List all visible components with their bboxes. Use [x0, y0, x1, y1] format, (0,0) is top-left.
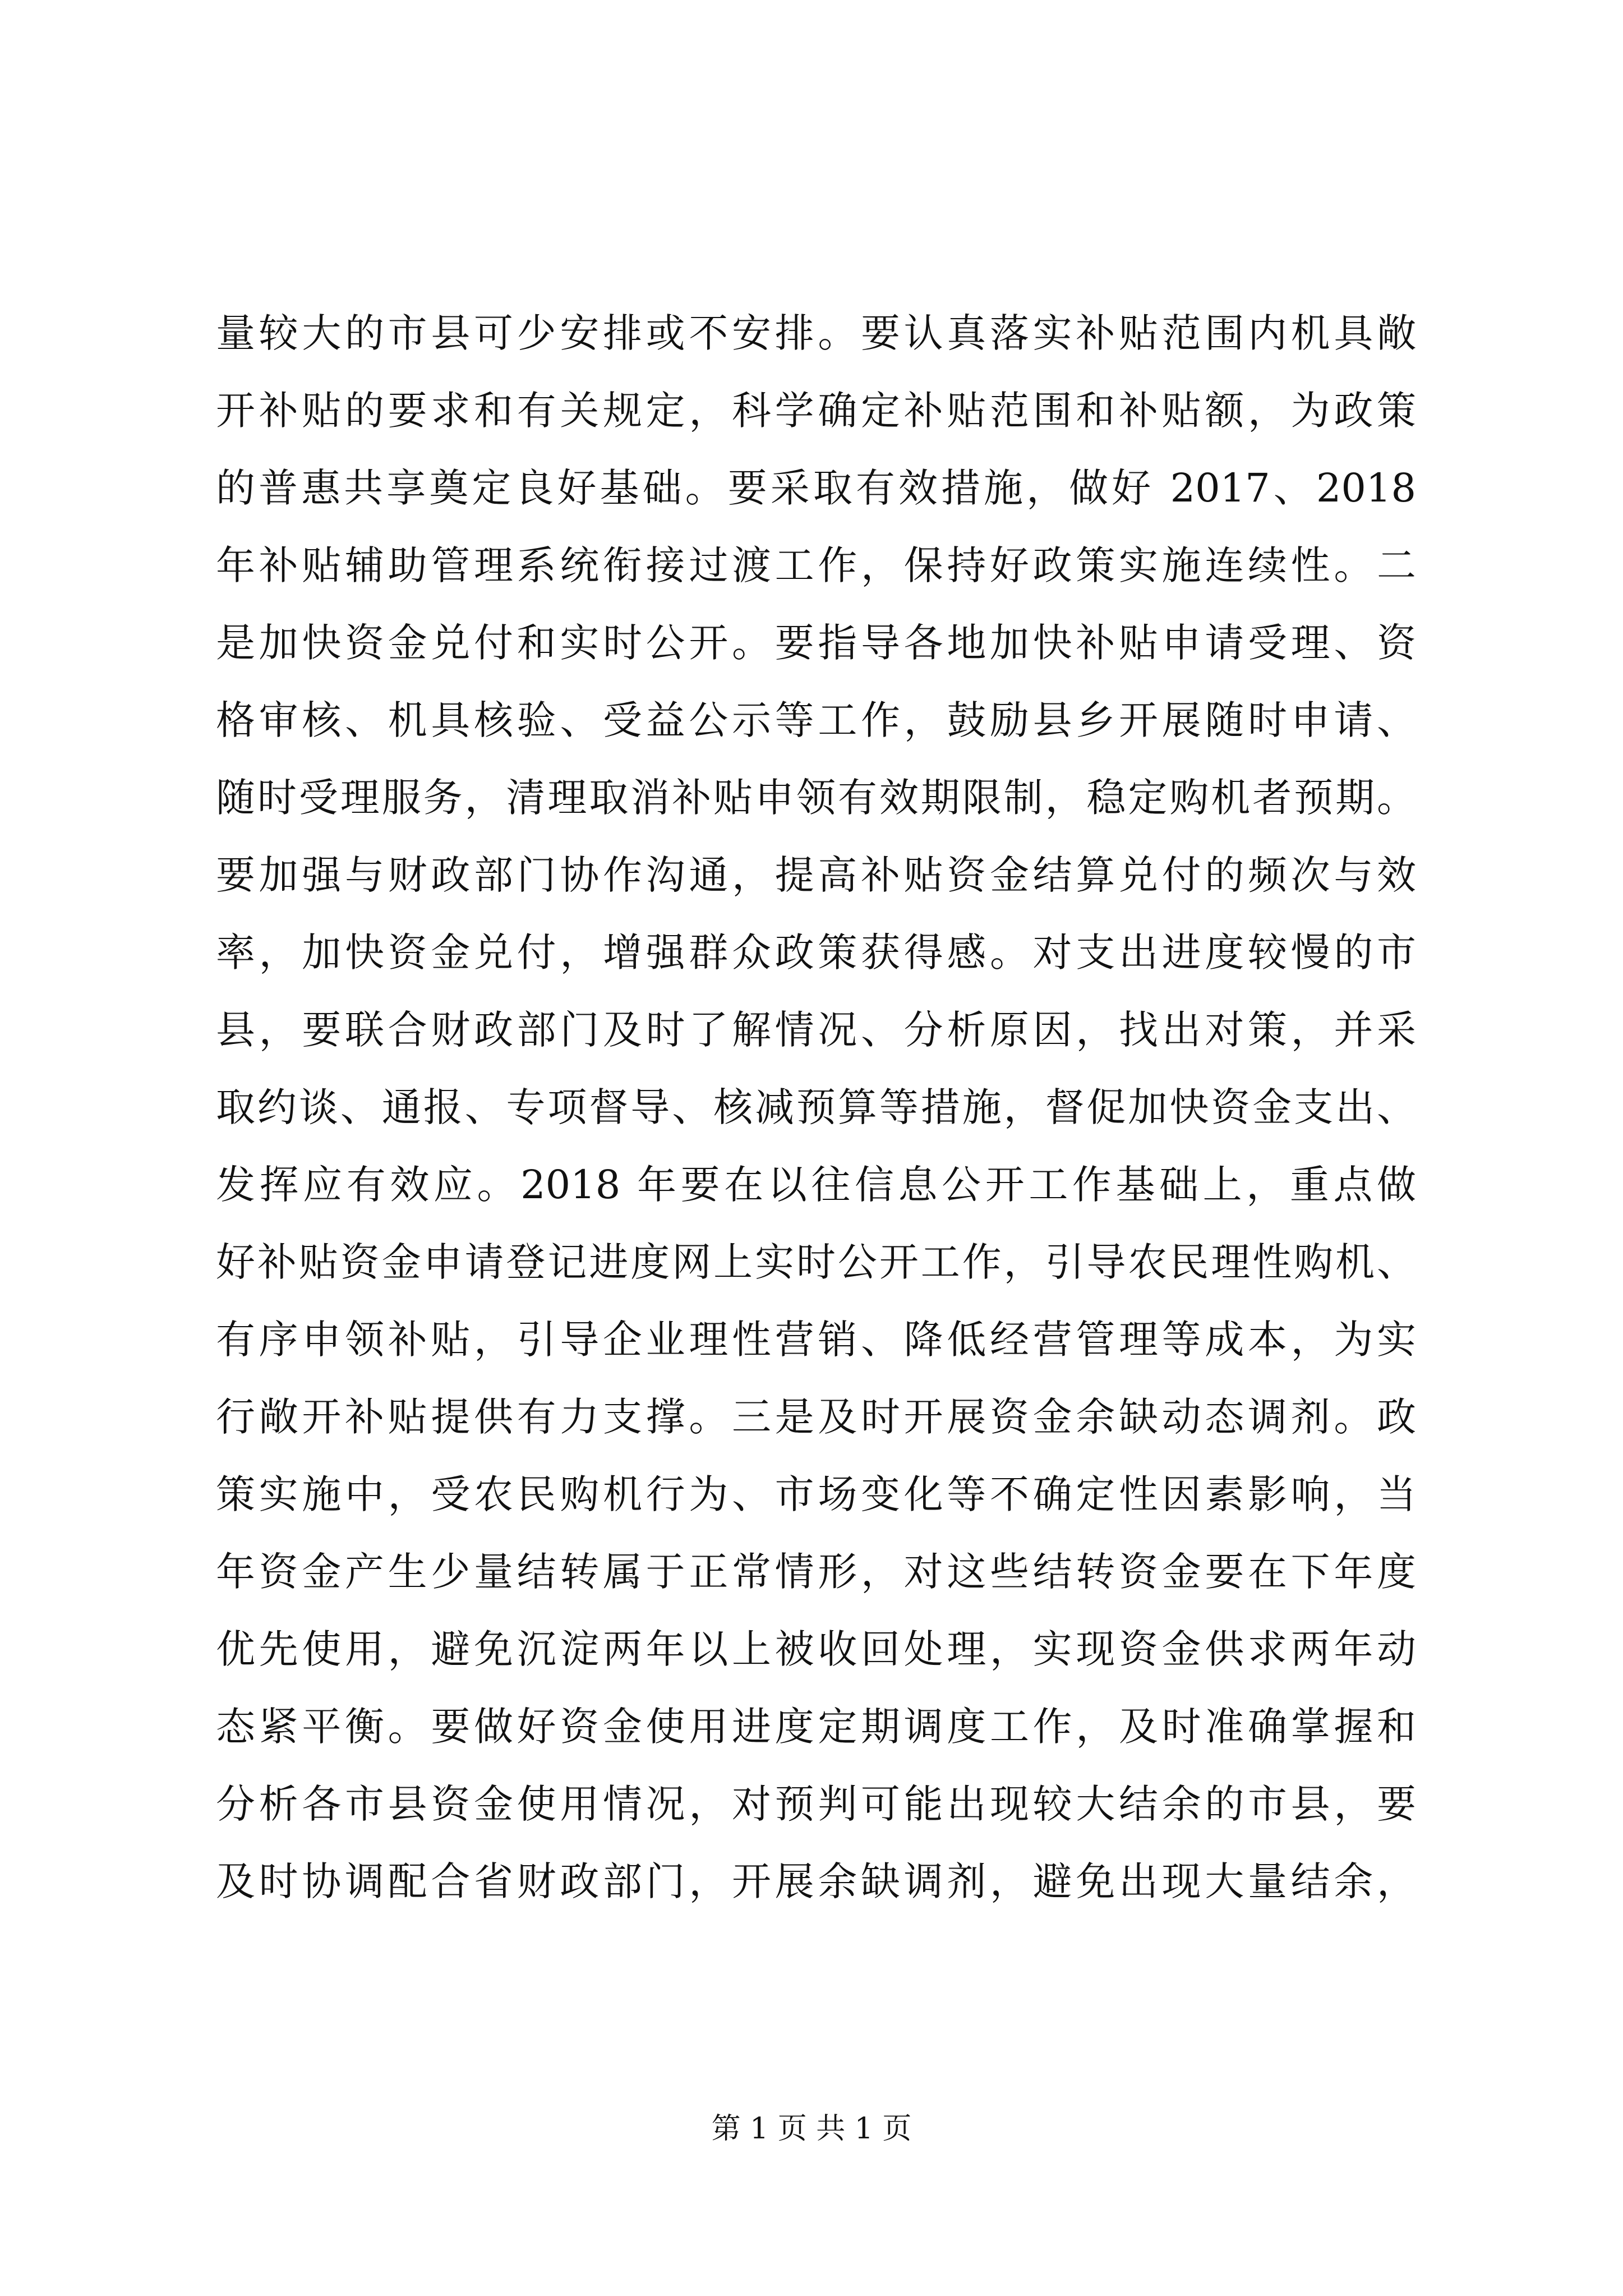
text-line: 要加强与财政部门协作沟通，提高补贴资金结算兑付的频次与效	[216, 852, 1416, 898]
text-line: 县，要联合财政部门及时了解情况、分析原因，找出对策，并采	[216, 1007, 1416, 1053]
text-line: 及时协调配合省财政部门，开展余缺调剂，避免出现大量结余，	[216, 1858, 1416, 1904]
text-line: 量较大的市县可少安排或不安排。要认真落实补贴范围内机具敞	[216, 310, 1416, 356]
text-line: 格审核、机具核验、受益公示等工作，鼓励县乡开展随时申请、	[216, 697, 1416, 743]
text-line: 率，加快资金兑付，增强群众政策获得感。对支出进度较慢的市	[216, 930, 1416, 976]
text-line: 策实施中，受农民购机行为、市场变化等不确定性因素影响，当	[216, 1471, 1416, 1517]
text-line: 分析各市县资金使用情况，对预判可能出现较大结余的市县，要	[216, 1781, 1416, 1827]
text-line: 有序申领补贴，引导企业理性营销、降低经营管理等成本，为实	[216, 1317, 1416, 1363]
body-text	[216, 295, 1416, 1920]
page-footer: 第 1 页 共 1 页	[711, 2112, 912, 2146]
text-line: 随时受理服务，清理取消补贴申领有效期限制，稳定购机者预期。	[216, 775, 1416, 821]
text-line: 年补贴辅助管理系统衔接过渡工作，保持好政策实施连续性。二	[216, 542, 1416, 588]
text-line: 取约谈、通报、专项督导、核减预算等措施，督促加快资金支出、	[216, 1084, 1416, 1130]
text-line: 行敞开补贴提供有力支撑。三是及时开展资金余缺动态调剂。政	[216, 1394, 1416, 1440]
text-line: 开补贴的要求和有关规定，科学确定补贴范围和补贴额，为政策	[216, 388, 1416, 434]
text-line: 发挥应有效应。2018 年要在以往信息公开工作基础上，重点做	[216, 1162, 1416, 1208]
text-line: 优先使用，避免沉淀两年以上被收回处理，实现资金供求两年动	[216, 1626, 1416, 1672]
text-line: 是加快资金兑付和实时公开。要指导各地加快补贴申请受理、资	[216, 620, 1416, 666]
text-line: 态紧平衡。要做好资金使用进度定期调度工作，及时准确掌握和	[216, 1704, 1416, 1750]
text-line: 年资金产生少量结转属于正常情形，对这些结转资金要在下年度	[216, 1549, 1416, 1595]
text-line: 的普惠共享奠定良好基础。要采取有效措施，做好 2017、2018	[216, 465, 1416, 511]
text-line: 好补贴资金申请登记进度网上实时公开工作，引导农民理性购机、	[216, 1239, 1416, 1285]
